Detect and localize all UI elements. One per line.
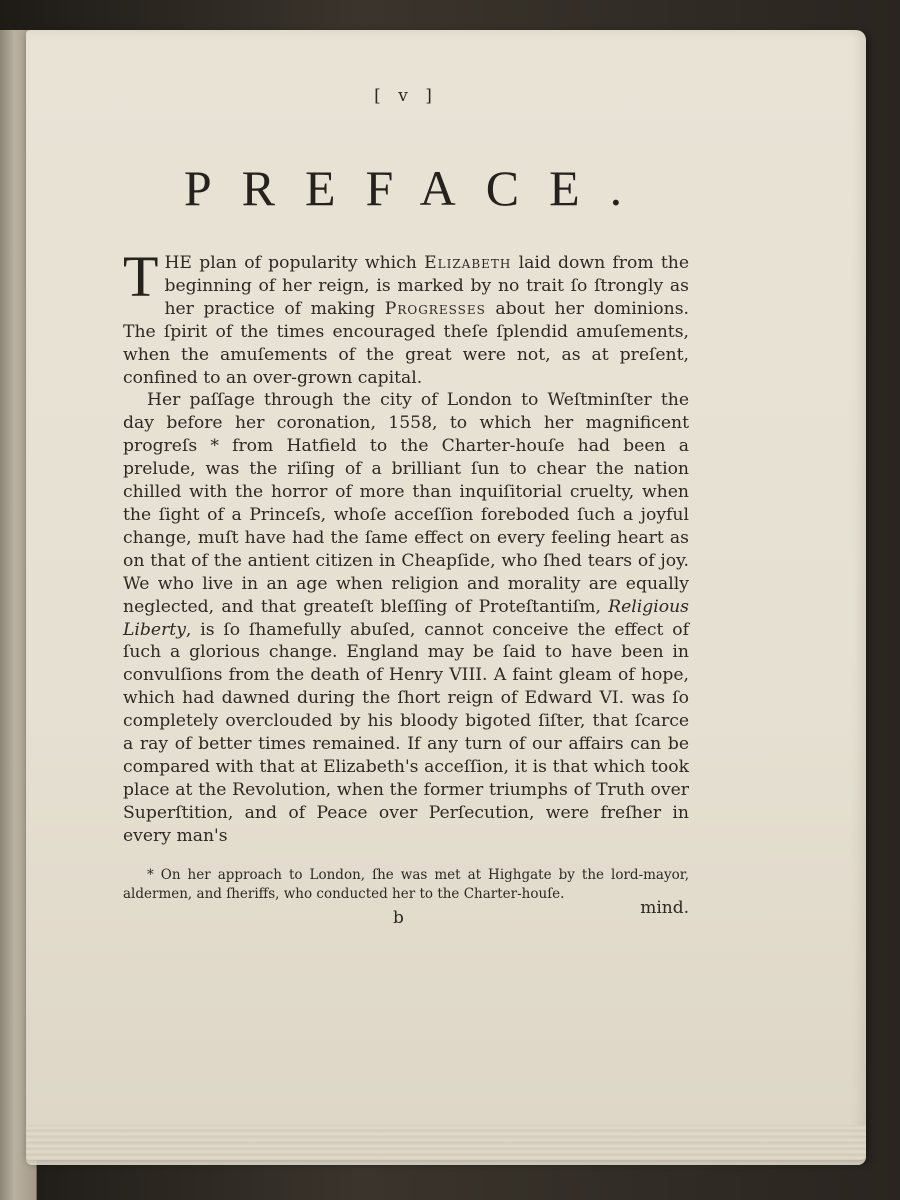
emphasis-religious-liberty: Religious Liberty	[123, 596, 689, 640]
drop-cap: T	[123, 244, 159, 309]
page-text	[123, 80, 689, 936]
para1-part2: laid down from the beginning of her reign, is marked by no trait ſo ſtrongly as her practice of making	[164, 253, 689, 319]
paragraph-1	[123, 244, 689, 389]
signature-row	[123, 897, 689, 936]
signature-mark: b	[393, 907, 404, 928]
para2-part1: Her paſſage through the city of London to Weſtminſter the day before her coronation, 1558, to which her magnificent progreſs * from Hatfield to the Charter-houſe had been a prelude, was the riſing of a brilliant ſun to chear the nation chilled with the horror of more than inquiſitorial cruelty, when the ſight of a Princeſs, whoſe acceſſion foreboded ſuch a joyful change, muſt have had the ſame effect on every feeling heart as on that of the antient citizen in Cheapſide, who ſhed tears of joy. We who live in an age when religion and morality are equally neglected, and that greateſt bleſſing of Proteſtantiſm,	[123, 390, 689, 617]
para2-part2: , is ſo ſhamefully abuſed, cannot conceive the effect of ſuch a glorious change. England may be ſaid to have been in convulſions from the death of Henry VIII. A faint gleam of hope, which had dawned during the ſhort reign of Edward VI. was ſo completely overclouded by his bloody bigoted ſiſter, that ſcarce a ray of better times remained. If any turn of our affairs can be compared with that at Elizabeth's acceſſion, it is that which took place at the Revolution, when the former triumphs of Truth over Superſtition, and of Peace over Perſecution, were freſher in every man's	[123, 619, 689, 846]
catchword: mind.	[640, 897, 689, 918]
term-progresses: Progresses	[384, 298, 486, 319]
paragraph-2	[123, 389, 689, 847]
page-stack-edge	[26, 1125, 866, 1165]
para1-part1: HE plan of popularity which	[164, 253, 425, 273]
para1-part3: about her dominions. The ſpirit of the times encouraged theſe ſplendid amuſements, when the amuſements of the great were not, as at preſent, confined to an over-grown capital.	[123, 298, 689, 388]
page-title: PREFACE.	[183, 160, 653, 216]
footnote: * On her approach to London, ſhe was met at Highgate by the lord-mayor, aldermen, and ſheriffs, who conducted her to the Charter-houſe.	[123, 866, 689, 902]
name-elizabeth: Elizabeth	[424, 253, 512, 273]
page-number: [ v ]	[374, 86, 438, 106]
